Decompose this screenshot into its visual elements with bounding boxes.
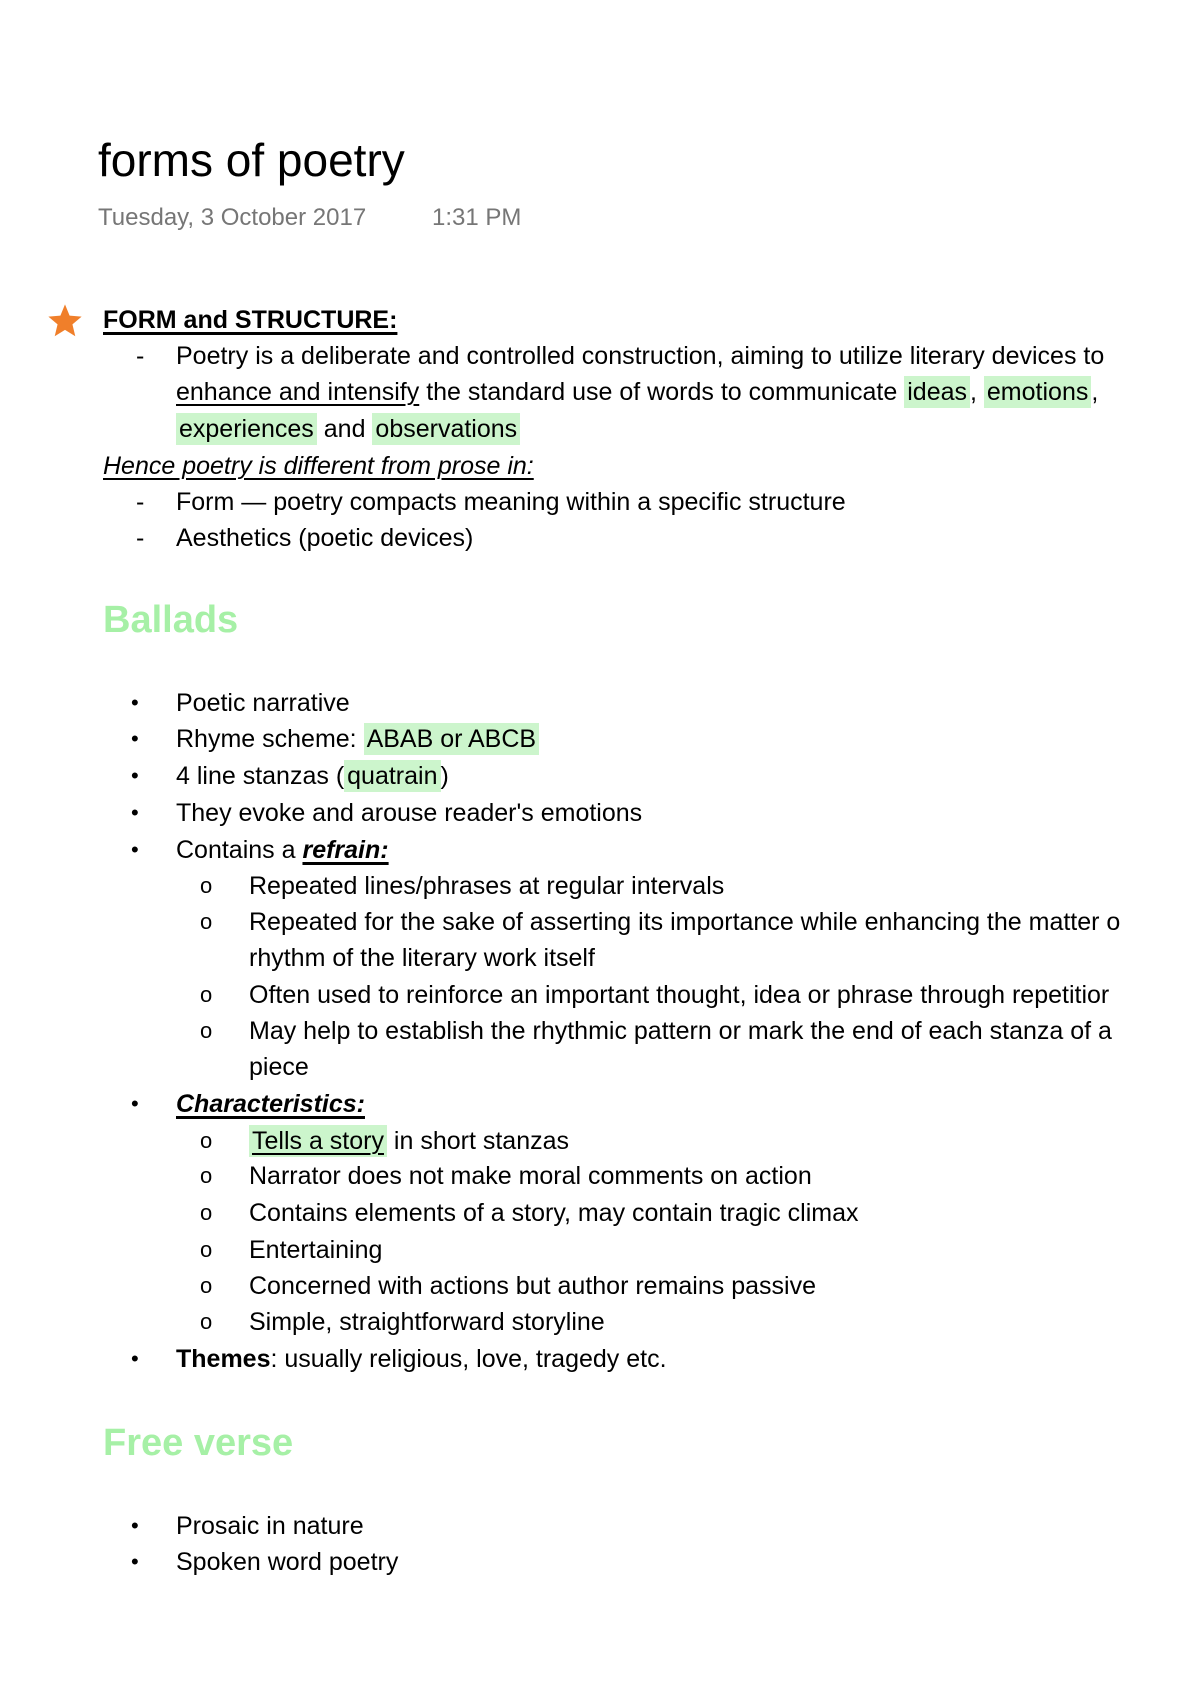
circle-marker: o [200, 982, 213, 1007]
ballad-item-rhyme: Rhyme scheme: ABAB or ABCB [176, 721, 539, 757]
circle-marker: o [200, 1237, 213, 1262]
page-date: Tuesday, 3 October 2017 [98, 204, 367, 231]
bullet-marker: • [131, 1549, 139, 1574]
characteristic-item-1: Tells a story in short stanzas [249, 1123, 569, 1159]
page-time: 1:31 PM [432, 204, 522, 231]
characteristic-item-6: Simple, straightforward storyline [249, 1308, 605, 1336]
bullet-marker: • [131, 1346, 139, 1371]
circle-marker: o [200, 1018, 213, 1043]
circle-marker: o [200, 1200, 213, 1225]
circle-marker: o [200, 1273, 213, 1298]
ballad-item-themes: Themes: usually religious, love, tragedy etc. [176, 1345, 667, 1373]
ballads-heading: Ballads [103, 599, 239, 641]
free-verse-heading: Free verse [103, 1422, 294, 1464]
circle-marker: o [200, 1163, 213, 1188]
prose-difference-form: Form — poetry compacts meaning within a specific structure [176, 488, 846, 516]
ballad-item-stanzas: 4 line stanzas ( quatrain ) [176, 762, 449, 790]
form-paragraph-line-3: experiences and observations [176, 411, 520, 447]
bullet-marker: • [131, 800, 139, 825]
page-title: forms of poetry [98, 134, 405, 186]
characteristic-item-4: Entertaining [249, 1236, 383, 1264]
form-paragraph-line-2: enhance and intensify the standard use of words to communicate ideas , emotions , [176, 378, 1099, 406]
circle-marker: o [200, 909, 213, 934]
prose-difference-aesthetics: Aesthetics (poetic devices) [176, 524, 474, 552]
form-heading: FORM and STRUCTURE: [103, 306, 398, 334]
bullet-marker: • [131, 726, 139, 751]
bullet-marker: • [131, 1513, 139, 1538]
refrain-item-4-line-1: May help to establish the rhythmic pattern or mark the end of each stanza of a [249, 1017, 1112, 1045]
free-verse-item-prosaic: Prosaic in nature [176, 1512, 364, 1540]
refrain-item-3: Often used to reinforce an important thought, idea or phrase through repetitior [249, 981, 1110, 1009]
characteristic-item-3: Contains elements of a story, may contain tragic climax [249, 1199, 859, 1227]
ballad-item-narrative: Poetic narrative [176, 689, 350, 717]
characteristics-label: Characteristics: [176, 1090, 365, 1118]
star-icon [46, 302, 84, 340]
bullet-marker: • [131, 690, 139, 715]
bullet-marker: • [131, 1091, 139, 1116]
circle-marker: o [200, 1309, 213, 1334]
dash-marker: - [136, 524, 145, 552]
hence-line: Hence poetry is different from prose in: [103, 452, 534, 480]
dash-marker: - [136, 488, 145, 516]
characteristic-item-5: Concerned with actions but author remains passive [249, 1272, 816, 1300]
form-paragraph-line-1: Poetry is a deliberate and controlled construction, aiming to utilize literary devices to [176, 342, 1105, 370]
circle-marker: o [200, 1128, 213, 1153]
characteristic-item-2: Narrator does not make moral comments on action [249, 1162, 812, 1190]
refrain-item-1: Repeated lines/phrases at regular intervals [249, 872, 725, 900]
refrain-item-2-line-1: Repeated for the sake of asserting its importance while enhancing the matter o [249, 908, 1121, 936]
circle-marker: o [200, 873, 213, 898]
bullet-marker: • [131, 763, 139, 788]
refrain-item-4-line-2: piece [249, 1053, 309, 1081]
ballad-item-emotions: They evoke and arouse reader's emotions [176, 799, 643, 827]
refrain-item-2-line-2: rhythm of the literary work itself [249, 944, 595, 972]
free-verse-item-spoken: Spoken word poetry [176, 1548, 399, 1576]
dash-marker: - [136, 342, 145, 370]
bullet-marker: • [131, 837, 139, 862]
ballad-item-refrain: Contains a refrain: [176, 836, 389, 864]
